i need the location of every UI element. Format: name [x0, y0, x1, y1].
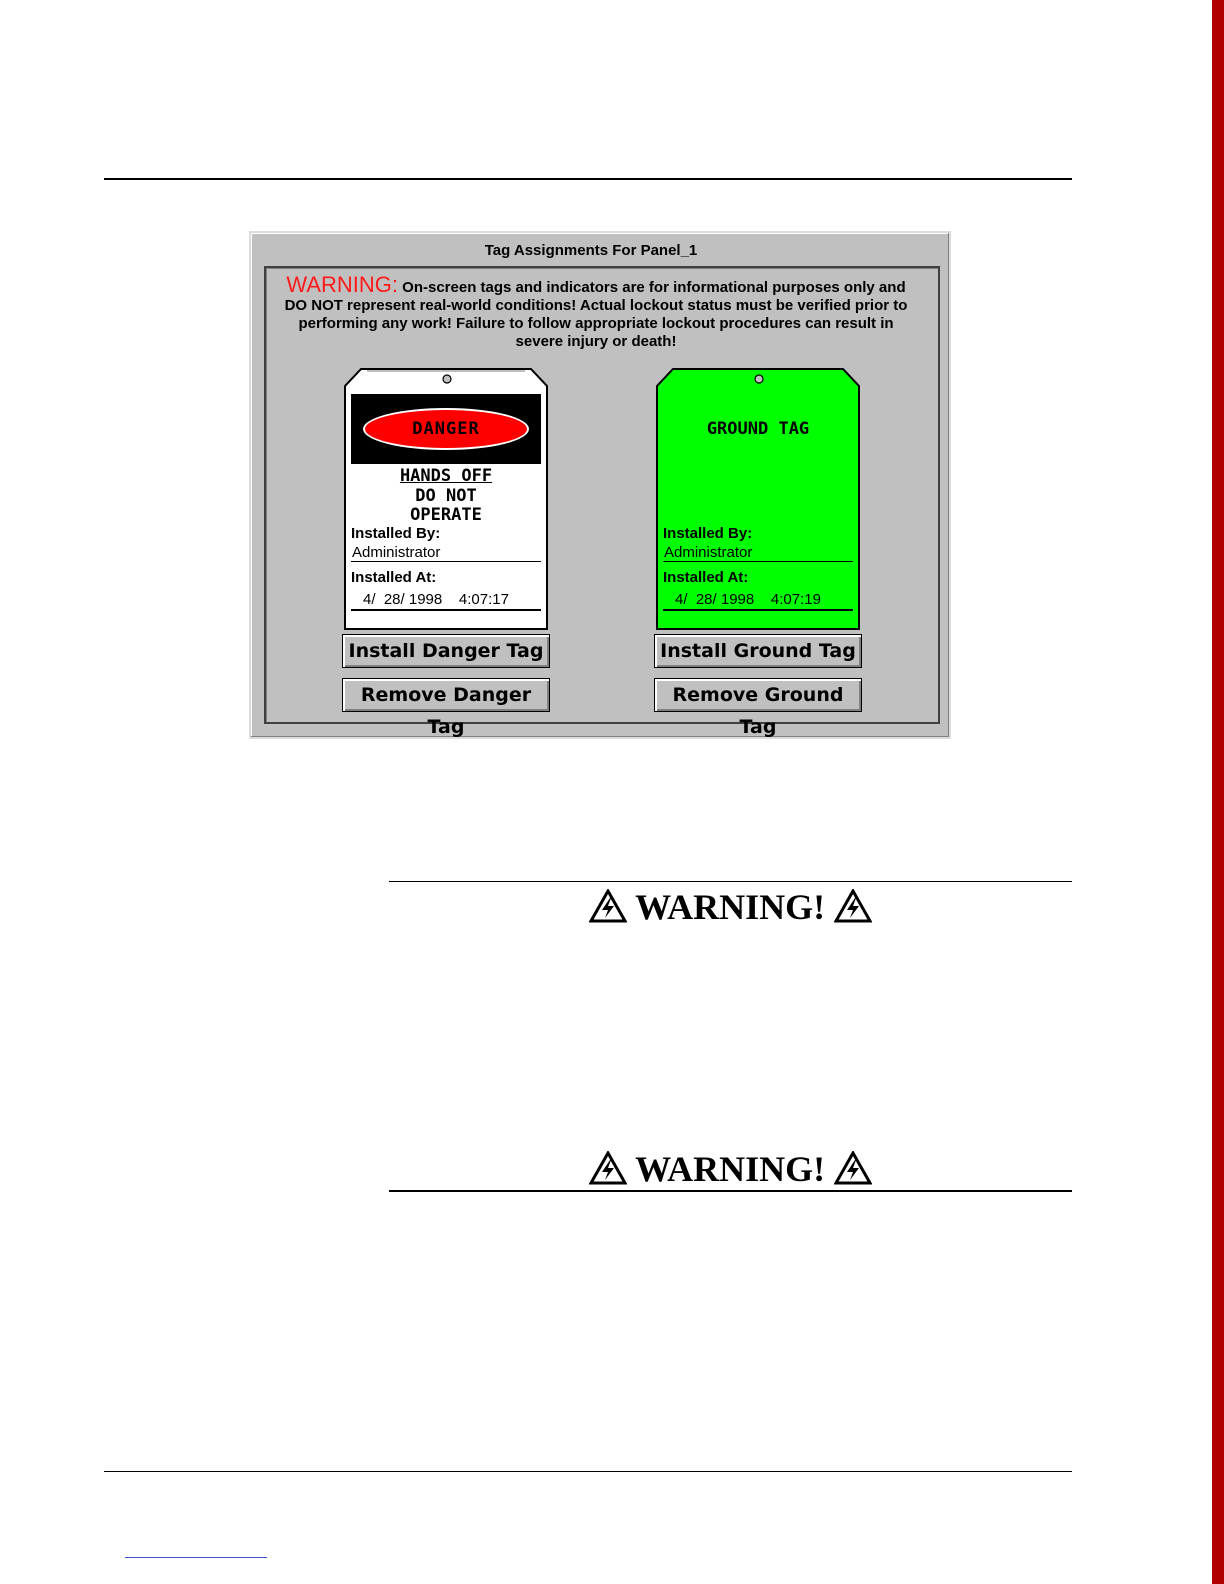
high-voltage-icon	[834, 1151, 872, 1185]
installed-at-value: 4/ 28/ 1998 4:07:17	[363, 591, 509, 608]
installed-by-value: Administrator	[352, 544, 441, 561]
high-voltage-icon	[834, 889, 872, 923]
installed-at-value: 4/ 28/ 1998 4:07:19	[675, 591, 821, 608]
installed-by-underline	[351, 561, 541, 562]
high-voltage-icon	[589, 1151, 627, 1185]
warning-text: On-screen tags and indicators are for informational purposes only and DO NOT represent real-world conditions! Actual lockout status must be verified prior to performing any work! Failure to follow appropriate lockout procedures can result in severe injury or death!	[284, 279, 908, 350]
installed-by-underline	[663, 561, 853, 562]
tag-panel	[264, 266, 940, 738]
warning-heading-bottom	[389, 1148, 1072, 1190]
installed-by-label: Installed By:	[663, 525, 753, 542]
header-rule	[104, 178, 1072, 180]
warning-notice	[276, 272, 916, 351]
danger-banner	[351, 394, 541, 464]
operate-text: OPERATE	[410, 505, 482, 525]
tag-assignments-window	[249, 231, 951, 739]
ground-tag-title: GROUND TAG	[706, 419, 810, 439]
warning-label: WARNING:	[286, 272, 398, 297]
install-ground-tag-button[interactable]: Install Ground Tag	[654, 634, 862, 668]
warning-bottom-rule	[389, 1190, 1072, 1192]
window-title: Tag Assignments For Panel_1	[484, 242, 698, 259]
warning-heading-text: WARNING!	[635, 1149, 826, 1189]
ground-tag	[655, 368, 861, 631]
warning-top-rule	[389, 881, 1072, 882]
install-danger-tag-button[interactable]: Install Danger Tag	[342, 634, 550, 668]
footer-rule	[104, 1471, 1072, 1472]
page-edge-bar	[1212, 0, 1224, 1584]
footer-link-underline	[125, 1557, 267, 1558]
installed-at-label: Installed At:	[351, 569, 437, 586]
high-voltage-icon	[589, 889, 627, 923]
remove-danger-tag-button[interactable]: Remove Danger Tag	[342, 678, 550, 712]
remove-ground-tag-button[interactable]: Remove Ground Tag	[654, 678, 862, 712]
tag-hole-icon	[443, 375, 451, 383]
danger-oval: DANGER	[363, 408, 529, 450]
installed-by-value: Administrator	[664, 544, 753, 561]
installed-at-underline	[351, 609, 541, 611]
installed-by-label: Installed By:	[351, 525, 441, 542]
warning-heading-top	[389, 886, 1072, 928]
hands-off-text: HANDS OFF	[399, 466, 493, 486]
warning-heading-text: WARNING!	[635, 887, 826, 927]
installed-at-underline	[663, 609, 853, 611]
tag-hole-icon	[755, 375, 763, 383]
installed-at-label: Installed At:	[663, 569, 749, 586]
do-not-text: DO NOT	[415, 486, 477, 506]
danger-tag	[343, 368, 549, 631]
